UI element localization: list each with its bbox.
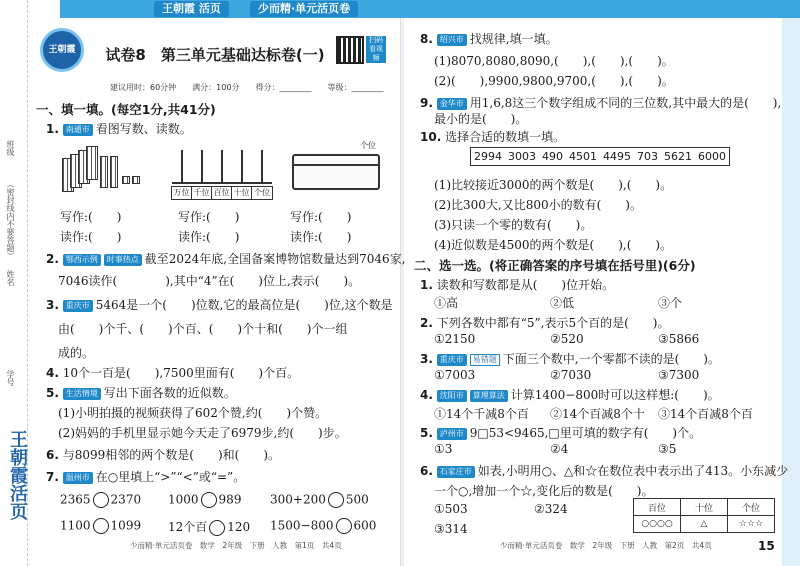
choice-6-line2: 一个○,增加一个☆,变化后的数是( )。 [434,484,654,498]
place-value-labels: 万位 千位 百位 十位 个位 [171,186,273,200]
compare-circle[interactable] [209,520,225,536]
region-tag: 石家庄市 [437,466,475,478]
region-tag: 沈阳市 [437,390,467,402]
question-text: 看图写数、读数。 [95,122,192,136]
region-tag: 南通市 [63,124,93,136]
question-10-sub3: (3)只读一个零的数有( )。 [434,218,593,232]
qr-code-icon[interactable] [336,36,364,64]
compare-circle[interactable] [93,518,109,534]
choice-6: 6. 石家庄市 如表,小明用○、△和☆在数位表中表示出了413。小东减少 [420,464,789,478]
choice-1-option-2[interactable]: ②低 [550,296,575,310]
question-10: 10. 选择合适的数填一填。 [420,130,566,144]
region-tag: 绍兴市 [437,34,467,46]
question-2: 2. 鄂西示例 时事热点 截至2024年底,全国备案博物馆数量达到7046家, [46,252,406,266]
page-number: 15 [758,539,775,553]
choice-3: 3. 重庆市 易错题 下面三个数中,一个零都不读的是( )。 [420,352,720,366]
question-5: 5. 生活情境 写出下面各数的近似数。 [46,386,236,400]
question-5-sub1: (1)小明拍摄的视频获得了602个赞,约( )个赞。 [58,406,328,420]
choice-5-option-3[interactable]: ③5 [658,442,677,456]
question-6: 6. 与8099相邻的两个数是( )和( )。 [46,448,281,462]
section-one-heading: 一、填一填。(每空1分,共41分) [36,102,216,117]
choice-5: 5. 泸州市 9□53<9465,□里可填的数字有( )个。 [420,426,702,440]
question-9: 9. 金华市 用1,6,8这三个数字组成不同的三位数,其中最大的是( ), [420,96,782,110]
table-row: ○○○○ △ ☆☆☆ [634,516,775,533]
compare-circle[interactable] [201,492,217,508]
compare-row-1: 2365 2370 [60,492,142,507]
question-7: 7. 温州市 在○里填上“>”“<”或“=”。 [46,470,246,484]
choice-2-option-3[interactable]: ③5866 [658,332,700,346]
right-margin-bar [782,18,800,566]
topic-tag: 易错题 [470,354,500,366]
page-fold [400,18,404,566]
region-tag: 泸州市 [437,428,467,440]
choice-1: 1. 读数和写数都是从( )位开始。 [420,278,615,292]
region-tag: 温州市 [63,472,93,484]
brand-logo-icon: 王朝霞 [40,28,84,72]
write-answer-2[interactable]: 写作:( ) [178,210,240,224]
choice-6-option-1[interactable]: ①503 [434,502,468,516]
region-tag: 金华市 [437,98,467,110]
choice-4: 4. 沈阳市 算理算法 计算1400−800时可以这样想:( )。 [420,388,720,402]
compare-circle[interactable] [93,492,109,508]
choice-4-option-3[interactable]: ③14个百减8个百 [658,407,753,421]
exam-sheet: 王朝霞 活页 少而精·单元活页卷 班级 （密封线内不要答题） 姓名 学号 王朝霞活页 王朝霞 试卷8 第三单元基础达标卷(一) 扫码看视频 建议用时：60分钟 满分：100分 得分：________ 等级：________ 一、填一填。(每空1分,共41分) 1. 南通市 看图写数、读数。 万位 千位 百位 十位 个位 个位 写作:( ) 写作:( ) 写作:( ) 读作:( ) 读作:( ) 读作:( ) 2. 鄂西示例 时事热点 截至2024年底,全国备案博物馆数量达到7046家, 7046读作( ),其中“4”在( )位上,表示( )。 3. 重庆市 5464是一个( )位数,它的最高位是( )位,这个数是 由( )个千、( )个百、( )个十和( )个一组 成的。 4. 10个一百是( ),7500里面有( )个百。 5. 生活情境 写出下面各数的近似数。 (1)小明拍摄的视频获得了602个赞,约( )个赞。 (2)妈妈的手机里显示她今天走了6979步,约( )步。 6. 与8099相邻的两个数是( )和( )。 7. 温州市 在○里填上“>”“<”或“=”。 2365 2370 1000 989 300+200 500 1100 1099 12个百 120 1500−800 600 少而精·单元活页卷 数学 2年级 下册 人教 第1页 共4页 8. 绍兴市 找规律,填一填。 (1)8070,8080,8090,( ),( ),( )。 (2)( ),9900,9800,9700,( ),( )。 9. 金华市 用1,6,8这三个数字组成不同的三位数,其中最大的是( ), 最小的是( )。 10. 选择合适的数填一填。 2994 3003 490 4501 4495 703 5621 6000 (1)比较接近3000的两个数是( ),( )。 (2)比300大,又比800小的数有( )。 (3)只读一个零的数有( )。 (4)近似数是4500的两个数是( ),( )。 二、选一选。(将正确答案的序号填在括号里)(6分) 1. 读数和写数都是从( )位开始。 ①高 ②低 ③个 2. 下列各数中都有“5”,表示5个百的是( )。 ①2150 ②520 ③5866 3. 重庆市 易错题 下面三个数中,一个零都不读的是( )。 ①7003 ②7030 ③7300 4. 沈阳市 算理算法 计算1400−800时可以这样想:( )。 ①14个千减8个百 ②14个百减8个十 ③14个百减8个百 5. 泸州市 9□53<9465,□里可填的数字有( )个。 ①3 ②4 ③5 6. 石家庄市 如表,小明用○、△和☆在数位表中表示出了413。小东减少 一个○,增加一个☆,变化后的数是( )。 ①503 ②324 ③314 百位 十位 个位 ○○○○ △ ☆☆☆ 少而精·单元活页卷 数学 2年级 下册 人教 第2页 共4页 15 [0,0,800,566]
topic-tag: 算理算法 [470,390,508,402]
topic-tag: 时事热点 [104,254,142,266]
region-tag: 重庆市 [437,354,467,366]
write-answer-1[interactable]: 写作:( ) [60,210,122,224]
question-number: 1. [46,122,59,136]
compare-row-2: 1100 1099 [60,518,142,533]
question-9-line2: 最小的是( )。 [434,112,528,126]
compare-row-1c: 300+200 500 [270,492,369,507]
number-choice-box: 2994 3003 490 4501 4495 703 5621 6000 [470,147,730,166]
choice-2-option-2[interactable]: ②520 [550,332,584,346]
choice-5-option-2[interactable]: ②4 [550,442,569,456]
compare-circle[interactable] [328,492,344,508]
qr-label: 扫码看视频 [366,36,386,63]
compare-circle[interactable] [336,518,352,534]
table-row: 百位 十位 个位 [634,499,775,516]
question-3-line3: 成的。 [58,346,95,360]
question-4: 4. 10个一百是( ),7500里面有( )个百。 [46,366,300,380]
choice-6-option-2[interactable]: ②324 [534,502,568,516]
section-two-heading: 二、选一选。(将正确答案的序号填在括号里)(6分) [414,258,696,273]
exam-title: 试卷8 第三单元基础达标卷(一) [105,46,325,64]
student-id-label: 学号 [6,370,15,386]
binding-strip [0,0,28,566]
question-1 [46,120,192,137]
question-2-line2: 7046读作( ),其中“4”在( )位上,表示( )。 [58,274,361,288]
class-label: 班级 [6,140,15,156]
region-tag: 鄂西示例 [63,254,101,266]
read-answer-3[interactable]: 读作:( ) [290,230,352,244]
footer-left: 少而精·单元活页卷 数学 2年级 下册 人教 第1页 共4页 [130,541,342,550]
compare-row-2c: 1500−800 600 [270,518,377,533]
choice-4-option-2[interactable]: ②14个百减8个十 [550,407,645,421]
question-10-sub1: (1)比较接近3000的两个数是( ),( )。 [434,178,673,192]
choice-5-option-1[interactable]: ①3 [434,442,453,456]
write-answer-3[interactable]: 写作:( ) [290,210,352,224]
brand-label: 王朝霞 活页 [154,1,229,17]
choice-4-option-1[interactable]: ①14个千减8个百 [434,407,529,421]
region-tag: 重庆市 [63,300,93,312]
question-10-sub2: (2)比300大,又比800小的数有( )。 [434,198,642,212]
exam-meta: 建议用时：60分钟 满分：100分 得分：________ 等级：________ [110,83,384,92]
choice-6-option-3[interactable]: ③314 [434,522,468,536]
topic-tag: 生活情境 [63,388,101,400]
top-banner [60,0,800,18]
question-8-sub1: (1)8070,8080,8090,( ),( ),( )。 [434,54,674,68]
brand-watermark: 王朝霞活页 [7,430,28,520]
series-label: 少而精·单元活页卷 [250,1,358,17]
place-value-table [633,498,775,533]
read-answer-1[interactable]: 读作:( ) [60,230,122,244]
seal-line-note: （密封线内不要答题） [6,180,15,260]
choice-2: 2. 下列各数中都有“5”,表示5个百的是( )。 [420,316,670,330]
question-8-sub2: (2)( ),9900,9800,9700,( ),( )。 [434,74,674,88]
compare-row-1b: 1000 989 [168,492,242,507]
question-5-sub2: (2)妈妈的手机里显示她今天走了6979步,约( )步。 [58,426,347,440]
choice-2-option-1[interactable]: ①2150 [434,332,476,346]
compare-row-2b: 12个百 120 [168,520,251,534]
choice-1-option-3[interactable]: ③个 [658,296,683,310]
question-3: 3. 重庆市 5464是一个( )位数,它的最高位是( )位,这个数是 [46,298,393,312]
choice-3-option-2[interactable]: ②7030 [550,368,592,382]
name-label: 姓名 [6,270,15,286]
choice-3-option-1[interactable]: ①7003 [434,368,476,382]
choice-1-option-1[interactable]: ①高 [434,296,459,310]
question-3-line2: 由( )个千、( )个百、( )个十和( )个一组 [58,322,348,336]
choice-3-option-3[interactable]: ③7300 [658,368,700,382]
footer-right: 少而精·单元活页卷 数学 2年级 下册 人教 第2页 共4页 [500,541,712,550]
question-10-sub4: (4)近似数是4500的两个数是( ),( )。 [434,238,673,252]
read-answer-2[interactable]: 读作:( ) [178,230,240,244]
question-8: 8. 绍兴市 找规律,填一填。 [420,32,558,46]
